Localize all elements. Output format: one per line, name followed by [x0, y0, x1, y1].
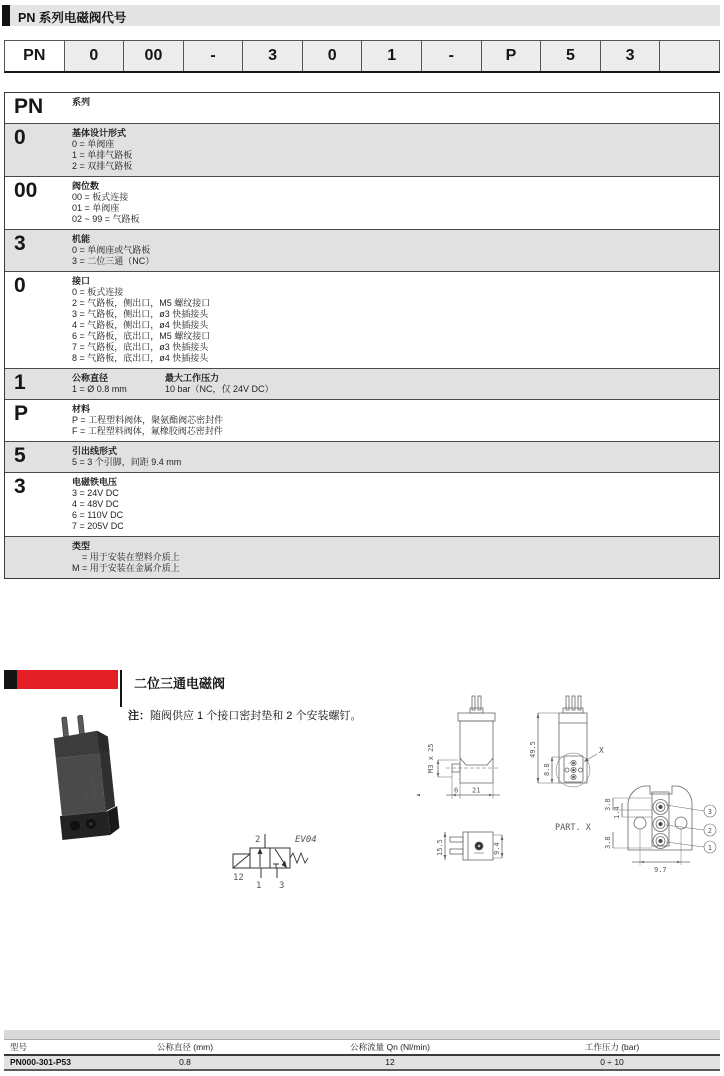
order-code-cell: 0 [303, 41, 363, 71]
svg-text:24V DC CE: 24V DC CE [82, 781, 90, 804]
dimension-drawings [400, 680, 724, 920]
row-option: 6 = 110V DC [72, 510, 124, 520]
port-1-label: 1 [256, 881, 262, 891]
svg-text:PN000-301: PN000-301 [89, 775, 99, 803]
table-row [5, 368, 719, 399]
table-row [5, 123, 719, 176]
code-cell: 3 [14, 475, 26, 498]
code-cell: 5 [14, 444, 26, 467]
row-title: 接口 [72, 276, 91, 286]
description-cell [72, 473, 719, 532]
row-option: 0 = 单阀座 [72, 139, 115, 149]
description-cell [72, 369, 719, 395]
row-option: = 用于安装在塑料介质上 [72, 552, 180, 562]
order-code-cell: - [184, 41, 244, 71]
order-code-cell: 00 [124, 41, 184, 71]
row-title: 系列 [72, 97, 91, 107]
balloon-1: 1 [707, 844, 713, 852]
row-option: 0 = 单阀座或气路板 [72, 245, 151, 255]
header-accent-bar [2, 5, 10, 26]
description-cell [72, 272, 719, 364]
row-option: 7 = 气路板，底出口，ø3 快插接头 [72, 342, 209, 352]
row-title: 基体设计形式 [72, 128, 127, 138]
description-column [72, 442, 181, 468]
row-title: 机能 [72, 234, 91, 244]
dim-3-8b: 3.8 [604, 836, 612, 849]
spec-pressure-value: 0 ÷ 10 [600, 1057, 624, 1067]
spec-header-model: 型号 [10, 1042, 28, 1052]
row-option: 1 = 单排气路板 [72, 150, 133, 160]
table-row [5, 472, 719, 536]
spec-header-row [4, 1040, 720, 1056]
row-option: 3 = 二位三通（NC） [72, 256, 155, 266]
part-x-label: PART. X [555, 823, 591, 833]
order-code-cell: 1 [362, 41, 422, 71]
row-option: 02 ~ 99 = 气路板 [72, 214, 140, 224]
row-title: 阀位数 [72, 181, 100, 191]
order-code-cell: PN [5, 41, 65, 71]
row-option: 2 = 气路板，侧出口，M5 螺纹接口 [72, 298, 211, 308]
dim-m3x25: M3 x 25 [427, 743, 435, 773]
section-accent-black [4, 670, 17, 689]
balloon-2: 2 [707, 827, 713, 835]
spec-diameter-value: 0.8 [179, 1057, 191, 1067]
row-option: 4 = 48V DC [72, 499, 119, 509]
table-row [5, 441, 719, 472]
description-cell [72, 177, 719, 225]
section-title: 二位三通电磁阀 [134, 676, 226, 691]
description-column-2 [165, 369, 274, 395]
row-option: 00 = 板式连接 [72, 192, 129, 202]
table-row [5, 176, 719, 229]
row-option: 4 = 气路板，侧出口，ø4 快插接头 [72, 320, 209, 330]
description-column [72, 124, 165, 172]
order-code-row [4, 40, 720, 73]
dim-6: 6 [454, 786, 459, 795]
balloon-3: 3 [707, 808, 713, 816]
spec-header-pressure: 工作压力 (bar) [584, 1042, 640, 1052]
pneumatic-symbol [225, 830, 335, 895]
row-title: 类型 [72, 541, 91, 551]
dim-15-5: 15.5 [436, 839, 444, 856]
description-column [72, 272, 210, 364]
spec-table-cap [4, 1030, 720, 1040]
dim-9-4: 9.4 [493, 842, 501, 855]
product-photo-valve [28, 708, 128, 840]
description-column [72, 537, 180, 574]
code-description-table [4, 92, 720, 579]
row-option: 01 = 单阀座 [72, 203, 120, 213]
section-header-band [2, 5, 720, 26]
description-cell [72, 537, 719, 574]
description-column [72, 400, 223, 437]
dim-9-7: 9.7 [654, 866, 667, 874]
order-code-cell [660, 41, 719, 71]
section-note [128, 707, 361, 723]
table-row [5, 93, 719, 123]
dim-3-8a: 3.8 [604, 798, 612, 811]
row-title: 电磁铁电压 [72, 477, 118, 487]
row-option: 3 = 气路板，侧出口，ø3 快插接头 [72, 309, 209, 319]
row-title: 材料 [72, 404, 91, 414]
row-title: 公称直径 [72, 373, 109, 383]
row-option: F = 工程塑料阀体，氟橡胶阀芯密封件 [72, 426, 223, 436]
table-row [5, 536, 719, 578]
dim-49-5: 49.5 [529, 741, 537, 758]
description-cell [72, 93, 719, 119]
table-row [5, 399, 719, 441]
row-option: 6 = 气路板，底出口，M5 螺纹接口 [72, 331, 211, 341]
code-cell: 0 [14, 126, 26, 149]
spec-table [4, 1030, 720, 1071]
code-cell: 0 [14, 274, 26, 297]
row-title-2: 最大工作压力 [165, 373, 220, 383]
row-option-2: 10 bar（NC，仅 24V DC） [165, 384, 274, 394]
section-accent-red [17, 670, 118, 689]
row-option: 8 = 气路板，底出口，ø4 快插接头 [72, 353, 209, 363]
description-cell [72, 442, 719, 468]
section-divider-rule [120, 670, 122, 707]
order-code-cell: 3 [243, 41, 303, 71]
row-option: M = 用于安装在金属介质上 [72, 563, 180, 573]
spec-model-value: PN000-301-P53 [10, 1057, 71, 1067]
row-option: 2 = 双排气路板 [72, 161, 133, 171]
description-column [72, 177, 165, 225]
dim-8-8: 8.8 [543, 763, 551, 776]
order-code-cell: 5 [541, 41, 601, 71]
order-code-cell: 3 [601, 41, 661, 71]
port-3-label: 3 [279, 881, 285, 891]
spec-data-row [4, 1056, 720, 1071]
description-cell [72, 230, 719, 267]
spec-flow-value: 12 [385, 1057, 395, 1067]
description-cell [72, 124, 719, 172]
row-title: 引出线形式 [72, 446, 118, 456]
port-2-label: 2 [255, 835, 261, 845]
description-column [72, 369, 165, 395]
dim-1-4: 1.4 [613, 806, 621, 819]
row-option: 0 = 板式连接 [72, 287, 124, 297]
description-cell [72, 400, 719, 437]
table-row [5, 271, 719, 368]
code-cell: 1 [14, 371, 26, 394]
description-column [72, 473, 165, 532]
row-option: P = 工程塑料阀体，聚氨酯阀芯密封件 [72, 415, 224, 425]
note-text: 随阀供应 1 个接口密封垫和 2 个安装螺钉。 [150, 710, 362, 722]
note-label: 注： [128, 710, 150, 722]
table-row [5, 229, 719, 271]
code-cell: P [14, 402, 29, 425]
description-column [72, 93, 165, 108]
dim-21: 21 [472, 786, 481, 795]
row-option: 5 = 3 个引脚，间距 9.4 mm [72, 457, 182, 467]
code-cell: PN [14, 95, 44, 118]
row-option: 3 = 24V DC [72, 488, 119, 498]
spec-header-flow: 公称流量 Qn (Nl/min) [350, 1042, 430, 1052]
page-title: PN 系列电磁阀代号 [18, 11, 127, 25]
order-code-cell: P [482, 41, 542, 71]
spec-header-diameter: 公称直径 (mm) [156, 1042, 214, 1052]
detail-x-label: X [599, 746, 604, 755]
port-12-label: 12 [233, 873, 244, 883]
row-option: 7 = 205V DC [72, 521, 124, 531]
row-option: 1 = Ø 0.8 mm [72, 384, 127, 394]
symbol-code-label: EV04 [295, 835, 317, 845]
order-code-cell: 0 [65, 41, 125, 71]
code-cell: 00 [14, 179, 38, 202]
description-column [72, 230, 165, 267]
order-code-cell: - [422, 41, 482, 71]
code-cell: 3 [14, 232, 26, 255]
code-cell [5, 537, 72, 574]
